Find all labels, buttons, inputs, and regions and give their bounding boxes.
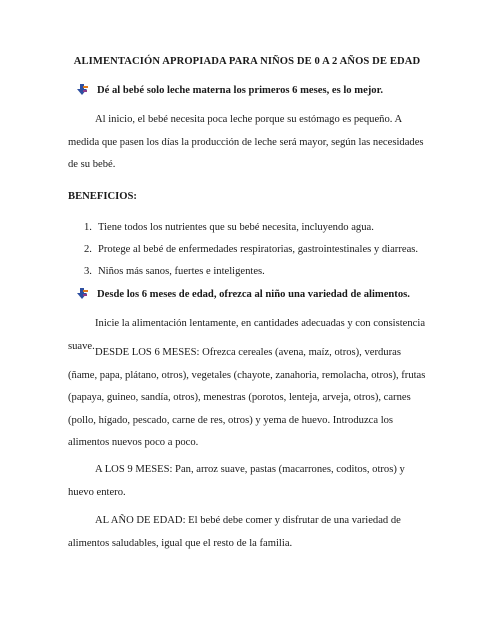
benefit-number: 3.	[84, 266, 92, 277]
paragraph-from-6-months: DESDE LOS 6 MESES: Ofrezca cereales (avena, maíz, otros), verduras (ñame, papa, plátano, otros), vegetales (chayote, zanahoria, remolacha, otros), frutas (papaya, guineo, sandía, otros), menestras (porotos, lenteja, arveja, otros), carnes (pollo, hígado, pescado, carne de res, otros) y yema de huevo. Introduzca los alimentos nuevos poco a poco.	[68, 347, 426, 448]
paragraph-start-feeding: Inicie la alimentación lentamente, en cantidades adecuadas y con consistencia suave.	[68, 318, 426, 352]
benefit-item	[84, 222, 374, 233]
arrow-bullet-icon	[77, 84, 89, 95]
benefit-number: 2.	[84, 244, 92, 255]
paragraph-intro: Al inicio, el bebé necesita poca leche porque su estómago es pequeño. A medida que pasen los días la producción de leche será mayor, según las necesidades de su bebé.	[68, 114, 424, 170]
bullet-text: Desde los 6 meses de edad, ofrezca al niño una variedad de alimentos.	[97, 289, 410, 300]
benefit-text: Tiene todos los nutrientes que su bebé necesita, incluyendo agua.	[98, 222, 374, 233]
bullet-text: Dé al bebé solo leche materna los primeros 6 meses, es lo mejor.	[97, 85, 383, 96]
benefit-text: Protege al bebé de enfermedades respiratorias, gastrointestinales y diarreas.	[98, 244, 419, 255]
paragraph-at-9-months: A LOS 9 MESES: Pan, arroz suave, pastas (macarrones, coditos, otros) y huevo entero.	[68, 464, 405, 498]
arrow-bullet-icon	[77, 288, 89, 299]
benefit-item	[84, 266, 265, 277]
document-title: ALIMENTACIÓN APROPIADA PARA NIÑOS DE 0 A 2 AÑOS DE EDAD	[73, 56, 421, 67]
benefit-text: Niños más sanos, fuertes e inteligentes.	[98, 266, 265, 277]
benefit-number: 1.	[84, 222, 92, 233]
paragraph-at-one-year: AL AÑO DE EDAD: El bebé debe comer y disfrutar de una variedad de alimentos saludables, igual que el resto de la familia.	[68, 515, 401, 549]
benefit-item	[84, 244, 418, 255]
benefits-heading: BENEFICIOS:	[68, 191, 137, 202]
bullet-item-breastfeeding	[77, 85, 383, 96]
bullet-item-food-variety	[77, 289, 410, 300]
